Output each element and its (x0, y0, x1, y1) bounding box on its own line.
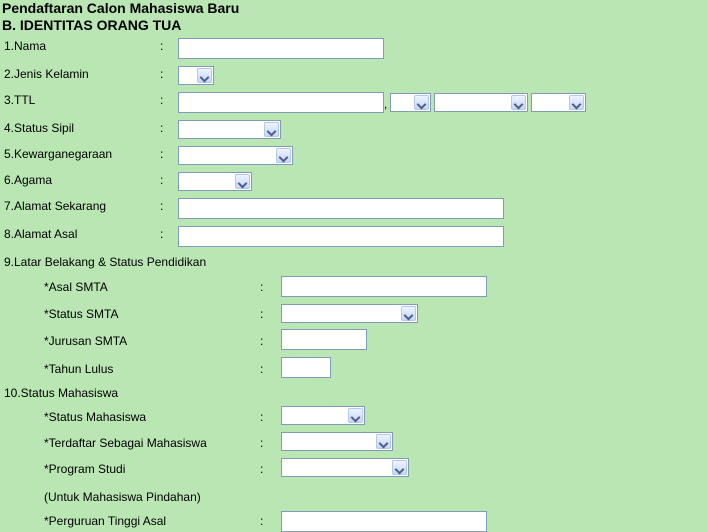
tahun-lulus-input[interactable] (281, 357, 331, 378)
chevron-down-icon[interactable] (414, 95, 429, 110)
terdaftar-colon: : (260, 436, 264, 450)
agama-select[interactable] (178, 172, 252, 191)
jurusan-smta-input[interactable] (281, 329, 367, 350)
jenis-kelamin-colon: : (160, 67, 164, 81)
perguruan-tinggi-asal-colon: : (260, 514, 264, 528)
status-sipil-label: 4.Status Sipil (4, 121, 75, 135)
ttl-label: 3.TTL (4, 93, 36, 107)
pindahan-note: (Untuk Mahasiswa Pindahan) (44, 490, 201, 504)
pendidikan-section-label: 9.Latar Belakang & Status Pendidikan (4, 255, 207, 269)
alamat-sekarang-colon: : (160, 199, 164, 213)
status-smta-colon: : (260, 307, 264, 321)
status-mahasiswa-label: *Status Mahasiswa (44, 410, 147, 424)
nama-input[interactable] (178, 38, 384, 59)
mahasiswa-section-label: 10.Status Mahasiswa (4, 386, 119, 400)
perguruan-tinggi-asal-input[interactable] (281, 511, 487, 532)
alamat-asal-colon: : (160, 227, 164, 241)
jurusan-smta-colon: : (260, 334, 264, 348)
program-studi-label: *Program Studi (44, 462, 126, 476)
nama-label: 1.Nama (4, 39, 47, 53)
asal-smta-label: *Asal SMTA (44, 280, 108, 294)
status-smta-label: *Status SMTA (44, 307, 119, 321)
chevron-down-icon[interactable] (276, 148, 291, 163)
status-mahasiswa-select[interactable] (281, 406, 365, 425)
ttl-colon: : (160, 93, 164, 107)
status-mahasiswa-colon: : (260, 410, 264, 424)
jenis-kelamin-select[interactable] (178, 66, 214, 85)
chevron-down-icon[interactable] (392, 460, 407, 475)
agama-colon: : (160, 173, 164, 187)
program-studi-colon: : (260, 462, 264, 476)
tahun-lulus-colon: : (260, 362, 264, 376)
kewarganegaraan-select[interactable] (178, 146, 293, 165)
status-sipil-colon: : (160, 121, 164, 135)
terdaftar-select[interactable] (281, 432, 393, 451)
chevron-down-icon[interactable] (197, 68, 212, 83)
alamat-sekarang-input[interactable] (178, 198, 504, 219)
status-smta-select[interactable] (281, 304, 418, 323)
bulan-lahir-select[interactable] (434, 93, 528, 112)
tahun-lahir-select[interactable] (531, 93, 586, 112)
status-sipil-select[interactable] (178, 120, 281, 139)
tanggal-lahir-select[interactable] (390, 93, 431, 112)
kewarganegaraan-colon: : (160, 147, 164, 161)
terdaftar-label: *Terdaftar Sebagai Mahasiswa (44, 436, 207, 450)
alamat-asal-input[interactable] (178, 226, 504, 247)
asal-smta-colon: : (260, 280, 264, 294)
asal-smta-input[interactable] (281, 276, 487, 297)
chevron-down-icon[interactable] (511, 95, 526, 110)
jurusan-smta-label: *Jurusan SMTA (44, 334, 128, 348)
jenis-kelamin-label: 2.Jenis Kelamin (4, 67, 89, 81)
kewarganegaraan-label: 5.Kewarganegaraan (4, 147, 113, 161)
chevron-down-icon[interactable] (348, 408, 363, 423)
section-title: B. IDENTITAS ORANG TUA (2, 17, 182, 33)
tahun-lulus-label: *Tahun Lulus (44, 362, 114, 376)
chevron-down-icon[interactable] (264, 122, 279, 137)
chevron-down-icon[interactable] (376, 434, 391, 449)
perguruan-tinggi-asal-label: *Perguruan Tinggi Asal (44, 514, 167, 528)
tempat-lahir-input[interactable] (178, 92, 384, 113)
program-studi-select[interactable] (281, 458, 409, 477)
page-title: Pendaftaran Calon Mahasiswa Baru (2, 0, 240, 16)
alamat-asal-label: 8.Alamat Asal (4, 227, 78, 241)
chevron-down-icon[interactable] (569, 95, 584, 110)
alamat-sekarang-label: 7.Alamat Sekarang (4, 199, 107, 213)
chevron-down-icon[interactable] (401, 306, 416, 321)
ttl-comma: , (384, 97, 388, 111)
chevron-down-icon[interactable] (235, 174, 250, 189)
nama-colon: : (160, 39, 164, 53)
agama-label: 6.Agama (4, 173, 53, 187)
